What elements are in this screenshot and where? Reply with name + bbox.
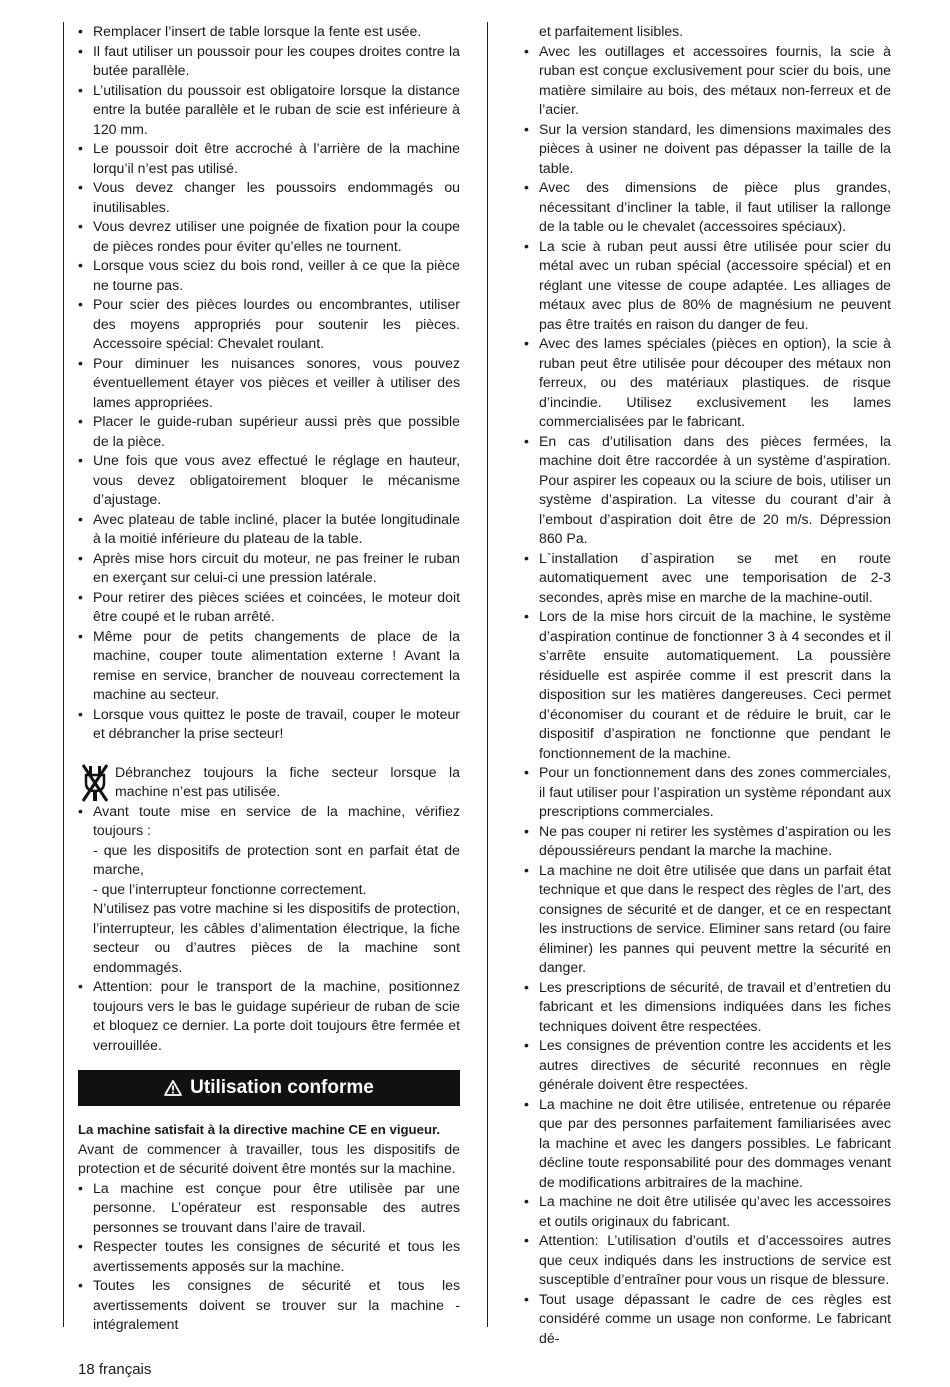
directive-statement: La machine satisfait à la directive machine CE en vigueur. (78, 1122, 441, 1137)
usage-list-continued (524, 22, 891, 1348)
list-item: • L`installation d`aspiration se met en route automatiquement avec une temporisation de 2-3 secondes, après mise en marche de la machine-outil. (524, 549, 891, 608)
list-item: • La machine ne doit être utilisée que dans un parfait état technique et que dans le respect des règles de l’art, des consignes de sécurité et de danger, et ce en respectant les instructions de service. Eliminer sans retard (ou faire éliminer) les pannes qui peuvent mettre la sécurité en danger. (524, 861, 891, 978)
right-column (524, 22, 891, 1348)
list-item: • Attention: L’utilisation d’outils et d’accessoires autres que ceux indiqués dans les instructions de service est susceptible d’entraîner pour vous un risque de blessure. (524, 1231, 891, 1290)
list-item: • Avec plateau de table incliné, placer la butée longitudinale à la moitié inférieure du plateau de la table. (78, 510, 460, 549)
list-item: • Avec des dimensions de pièce plus grandes, nécessitant d’incliner la table, il faut utiliser la rallonge de la table ou le chevalet (accessoires spéciaux). (524, 178, 891, 237)
list-item: • Avec des lames spéciales (pièces en option), la scie à ruban peut être utilisée pour découper des métaux non ferreux, ou des matériaux plastiques. de risque d’incindie. Utilisez exclusivement les lames commercialisées par le fabricant. (524, 334, 891, 432)
list-item: • Il faut utiliser un poussoir pour les coupes droites contre la butée parallèle. (78, 42, 460, 81)
list-item: • Avec les outillages et accessoires fournis, la scie à ruban est conçue exclusivement pour scier du bois, une matière similaire au bois, des métaux non-ferreux et de l’acier. (524, 42, 891, 120)
list-item: • Placer le guide-ruban supérieur aussi près que possible de la pièce. (78, 412, 460, 451)
list-item: • Tout usage dépassant le cadre de ces règles est considéré comme un usage non conforme. Le fabricant dé- (524, 1290, 891, 1349)
list-item: • Remplacer l’insert de table lorsque la fente est usée. (78, 22, 460, 42)
column-divider (487, 22, 488, 1327)
check-list (78, 802, 460, 1056)
list-item: • La scie à ruban peut aussi être utilisée pour scier du métal avec un ruban spécial (accessoire spécial) et en réglant une vitesse de coupe adaptée. Les alliages de métaux avec plus de 80% de magnésium ne peuvent pas être traités en raison du danger de feu. (524, 237, 891, 335)
list-item: • L’utilisation du poussoir est obligatoire lorsque la distance entre la butée parallèle et le ruban de scie est inférieure à 120 mm. (78, 81, 460, 140)
list-item: • Vous devez changer les poussoirs endommagés ou inutilisables. (78, 178, 460, 217)
check-warning: N’utilisez pas votre machine si les dispositifs de protection, l’interrupteur, les câbles d’alimentation électrique, la fiche secteur ou d’autres pièces de la machine sont endommagés. (93, 900, 460, 975)
list-item: • Pour diminuer les nuisances sonores, vous pouvez éventuellement étayer vos pièces et veiller à utiliser des lames appropriées. (78, 354, 460, 413)
list-item: • La machine ne doit être utilisée, entretenue ou réparée que par des personnes parfaitement familiarisées avec la machine et avec les dangers possibles. Le fabricant décline toute responsabilité pour des dommages venant de modifications arbitraires de la machine. (524, 1095, 891, 1193)
intro-paragraph: Avant de commencer à travailler, tous les dispositifs de protection et de sécurité doivent être montés sur la machine. (78, 1140, 460, 1176)
unplug-notice-text: Débranchez toujours la fiche secteur lorsque la machine n’est pas utilisée. (115, 763, 460, 799)
list-item: • La machine ne doit être utilisée qu’avec les accessoires et outils originaux du fabricant. (524, 1192, 891, 1231)
list-item: • Pour retirer des pièces sciées et coincées, le moteur doit être coupé et le ruban arrêté. (78, 588, 460, 627)
list-item: • Lorsque vous sciez du bois rond, veiller à ce que la pièce ne tourne pas. (78, 256, 460, 295)
list-item: • Le poussoir doit être accroché à l’arrière de la machine lorqu’il n’est pas utilisé. (78, 139, 460, 178)
list-item: • Respecter toutes les consignes de sécurité et tous les avertissements apposés sur la machine. (78, 1237, 460, 1276)
list-item: • La machine est conçue pour être utilisèe par une personne. L’opérateur est responsable des autres personnes se trouvant dans l’aire de travail. (78, 1179, 460, 1238)
left-column (78, 22, 460, 1335)
list-item: • Pour scier des pièces lourdes ou encombrantes, utiliser des moyens appropriés pour soutenir les pièces. Accessoire spécial: Chevalet roulant. (78, 295, 460, 354)
section-title: Utilisation conforme (190, 1077, 374, 1099)
list-item: • Toutes les consignes de sécurité et tous les avertissements doivent se trouver sur la machine - intégralement (78, 1276, 460, 1335)
list-item: • Lors de la mise hors circuit de la machine, le système d’aspiration continue de fonctionner 3 à 4 secondes et il s’arrête ensuite automatiquement. La poussière résiduelle est aspirée comme il est prescrit dans la disposition sur les matières dangereuses. Ceci permet d’économiser du courant et de réduire le bruit, car le dispositif d’aspiration ne fonctionne que pendant le fonctionnement de la machine. (524, 607, 891, 763)
section-banner (78, 1070, 460, 1106)
left-margin-rule (63, 22, 64, 1327)
list-item: • Attention: pour le transport de la machine, positionnez toujours vers le bas le guidage supérieur de ruban de scie et bloquez ce dernier. La porte doit toujours être fermée et verrouillée. (78, 977, 460, 1055)
page-footer: 18 français (78, 1361, 152, 1378)
list-item-continuation: et parfaitement lisibles. (539, 23, 684, 39)
check-item: - que l’interrupteur fonctionne correctement. (93, 880, 367, 897)
list-item: • Pour un fonctionnement dans des zones commerciales, il faut utiliser pour l’aspiration un système répondant aux prescriptions commerciales. (524, 763, 891, 822)
list-item (78, 802, 460, 978)
check-intro: Avant toute mise en service de la machine, vérifiez toujours : (93, 802, 460, 838)
list-item: • En cas d’utilisation dans des pièces fermées, la machine doit être raccordée à un système d’aspiration. Pour aspirer les copeaux ou la sciure de bois, utiliser un système d’aspiration. La vitesse du courant d’air à l’embout d’aspiration doit être de 20 m/s. Dépression 860 Pa. (524, 432, 891, 549)
usage-list (78, 1179, 460, 1335)
list-item: • Ne pas couper ni retirer les systèmes d’aspiration ou les dépoussiéreurs pendant la marche la machine. (524, 822, 891, 861)
list-item: • Même pour de petits changements de place de la machine, couper toute alimentation externe ! Avant la remise en service, brancher de nouveau correctement la machine au secteur. (78, 627, 460, 705)
check-item: - que les dispositifs de protection sont en parfait état de marche, (93, 841, 460, 877)
list-item: • Les prescriptions de sécurité, de travail et d’entretien du fabricant et les dimensions indiquées dans les fiches techniques doivent être respectées. (524, 978, 891, 1037)
safety-list (78, 22, 460, 744)
list-item: • Après mise hors circuit du moteur, ne pas freiner le ruban en exerçant sur celui-ci une pression latérale. (78, 549, 460, 588)
list-item: • Vous devrez utiliser une poignée de fixation pour la coupe de pièces rondes pour éviter qu’elles ne tournent. (78, 217, 460, 256)
list-item: • Les consignes de prévention contre les accidents et les autres directives de sécurité reconnues en règle générale doivent être respectées. (524, 1036, 891, 1095)
unplug-notice (78, 763, 460, 802)
unplug-plug-icon (80, 763, 110, 803)
warning-triangle-icon (164, 1080, 182, 1096)
list-item: • Sur la version standard, les dimensions maximales des pièces à usiner ne doivent pas dépasser la taille de la table. (524, 120, 891, 179)
list-item: • Lorsque vous quittez le poste de travail, couper le moteur et débrancher la prise secteur! (78, 705, 460, 744)
list-item: • Une fois que vous avez effectué le réglage en hauteur, vous devez obligatoirement bloquer le mécanisme d’ajustage. (78, 451, 460, 510)
